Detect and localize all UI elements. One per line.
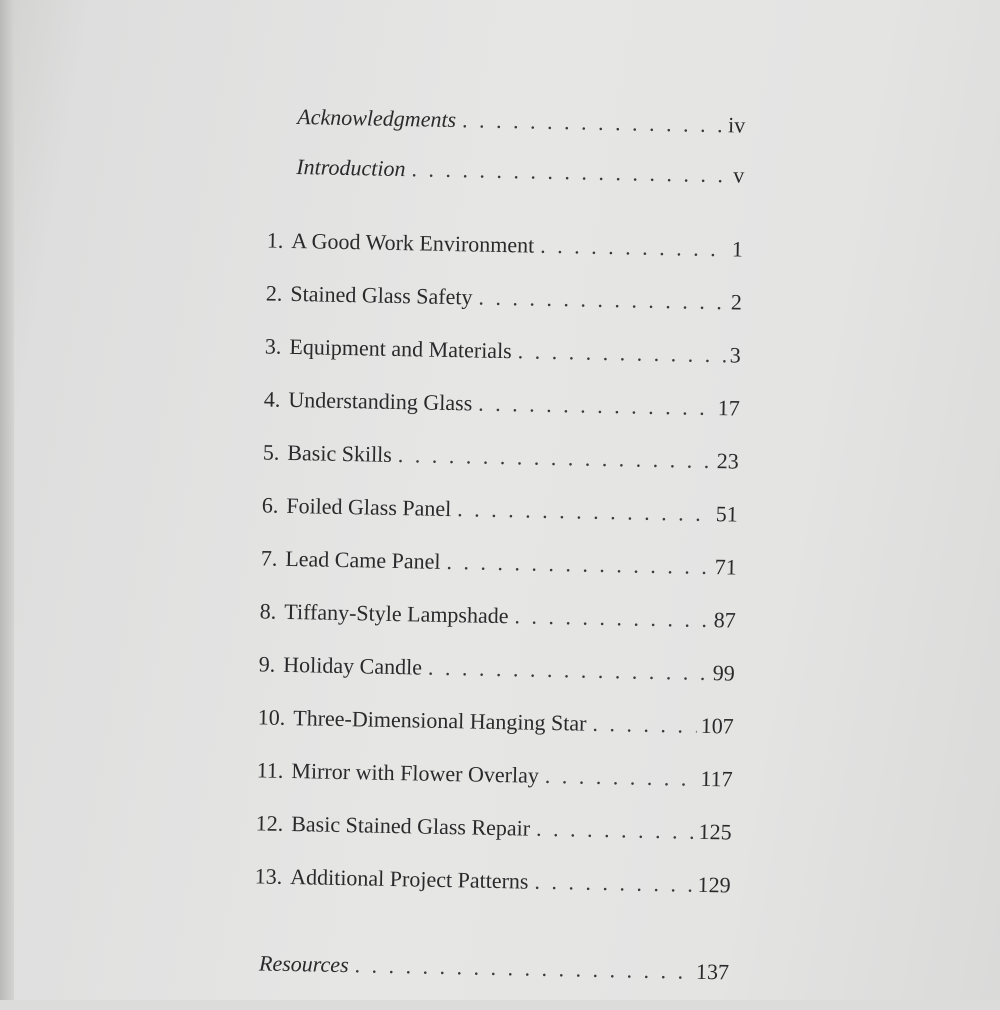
toc-entry-acknowledgments xyxy=(297,104,745,143)
chapter-number: 6. xyxy=(261,492,279,518)
dot-leader xyxy=(354,952,692,984)
chapter-page: 1 xyxy=(731,236,744,262)
toc-chapter-entry xyxy=(264,386,740,425)
chapter-title: Foiled Glass Panel xyxy=(286,492,452,522)
chapter-page: 71 xyxy=(714,554,737,580)
chapter-title: Basic Skills xyxy=(287,439,393,467)
chapter-page: 2 xyxy=(730,289,743,315)
chapter-number: 7. xyxy=(260,545,278,571)
dot-leader xyxy=(514,603,710,633)
chapter-title: Lead Came Panel xyxy=(285,545,441,574)
dot-leader xyxy=(398,442,713,474)
chapter-page: 107 xyxy=(700,712,734,739)
toc-entry-page: v xyxy=(733,162,745,188)
chapter-number: 5. xyxy=(262,439,280,465)
toc-chapter-entry xyxy=(262,492,738,531)
toc-entry-resources xyxy=(259,950,729,989)
dot-leader xyxy=(517,338,726,368)
chapter-number: 13. xyxy=(254,863,283,889)
chapter-page: 87 xyxy=(713,607,736,633)
chapter-title: A Good Work Environment xyxy=(291,227,535,258)
chapter-page: 129 xyxy=(697,871,731,898)
toc-chapter-entry xyxy=(266,280,742,319)
toc-chapter-entry xyxy=(265,333,741,372)
toc-entry-page: 137 xyxy=(695,958,730,985)
chapter-page: 51 xyxy=(715,501,739,527)
chapter-number: 9. xyxy=(258,651,276,677)
toc-chapter-entry xyxy=(254,863,730,902)
chapter-number: 8. xyxy=(259,598,277,624)
chapter-title: Stained Glass Safety xyxy=(290,280,473,310)
dot-leader xyxy=(411,156,729,188)
toc-chapter-entry xyxy=(261,545,737,584)
dot-leader xyxy=(446,549,711,580)
chapter-number: 10. xyxy=(257,704,286,730)
chapter-number: 4. xyxy=(263,386,281,412)
dot-leader xyxy=(592,711,697,739)
toc-entry-page: iv xyxy=(727,112,746,138)
dot-leader xyxy=(536,816,695,845)
chapter-title: Three-Dimensional Hanging Star xyxy=(293,705,587,736)
toc-entry-title: Acknowledgments xyxy=(297,104,457,133)
dot-leader xyxy=(534,869,694,898)
chapter-title: Understanding Glass xyxy=(288,386,473,416)
chapter-title: Equipment and Materials xyxy=(289,333,512,364)
dot-leader xyxy=(462,107,724,138)
dot-leader xyxy=(478,285,727,316)
toc-entry-title: Resources xyxy=(258,950,349,978)
toc-chapter-entry xyxy=(258,651,734,690)
chapter-page: 125 xyxy=(698,818,732,845)
toc-entry-title: Introduction xyxy=(296,154,406,182)
toc-chapter-entry xyxy=(256,757,732,796)
dot-leader xyxy=(545,763,697,792)
dot-leader xyxy=(478,391,714,422)
chapter-page: 99 xyxy=(712,660,735,686)
chapter-page: 3 xyxy=(729,342,742,368)
chapter-title: Basic Stained Glass Repair xyxy=(291,811,531,841)
chapter-number: 3. xyxy=(264,333,282,359)
toc-chapter-entry xyxy=(263,439,739,478)
dot-leader xyxy=(428,655,709,686)
toc-chapter-entry xyxy=(259,598,735,637)
dot-leader xyxy=(457,496,712,527)
chapter-title: Additional Project Patterns xyxy=(289,864,529,894)
chapter-page: 23 xyxy=(716,448,740,474)
toc-chapter-entry xyxy=(257,704,733,743)
chapter-title: Holiday Candle xyxy=(283,651,423,680)
chapter-page: 17 xyxy=(717,395,741,421)
chapter-title: Tiffany-Style Lampshade xyxy=(284,598,509,629)
chapter-number: 11. xyxy=(256,757,284,783)
toc-entry-introduction xyxy=(296,154,744,193)
chapter-number: 2. xyxy=(265,280,283,306)
dot-leader xyxy=(540,233,728,263)
toc-chapter-entry xyxy=(267,227,743,266)
chapter-number: 12. xyxy=(255,810,284,836)
chapter-title: Mirror with Flower Overlay xyxy=(291,758,540,788)
chapter-page: 117 xyxy=(700,765,733,792)
toc-chapter-entry xyxy=(255,810,731,849)
chapter-number: 1. xyxy=(266,227,284,253)
